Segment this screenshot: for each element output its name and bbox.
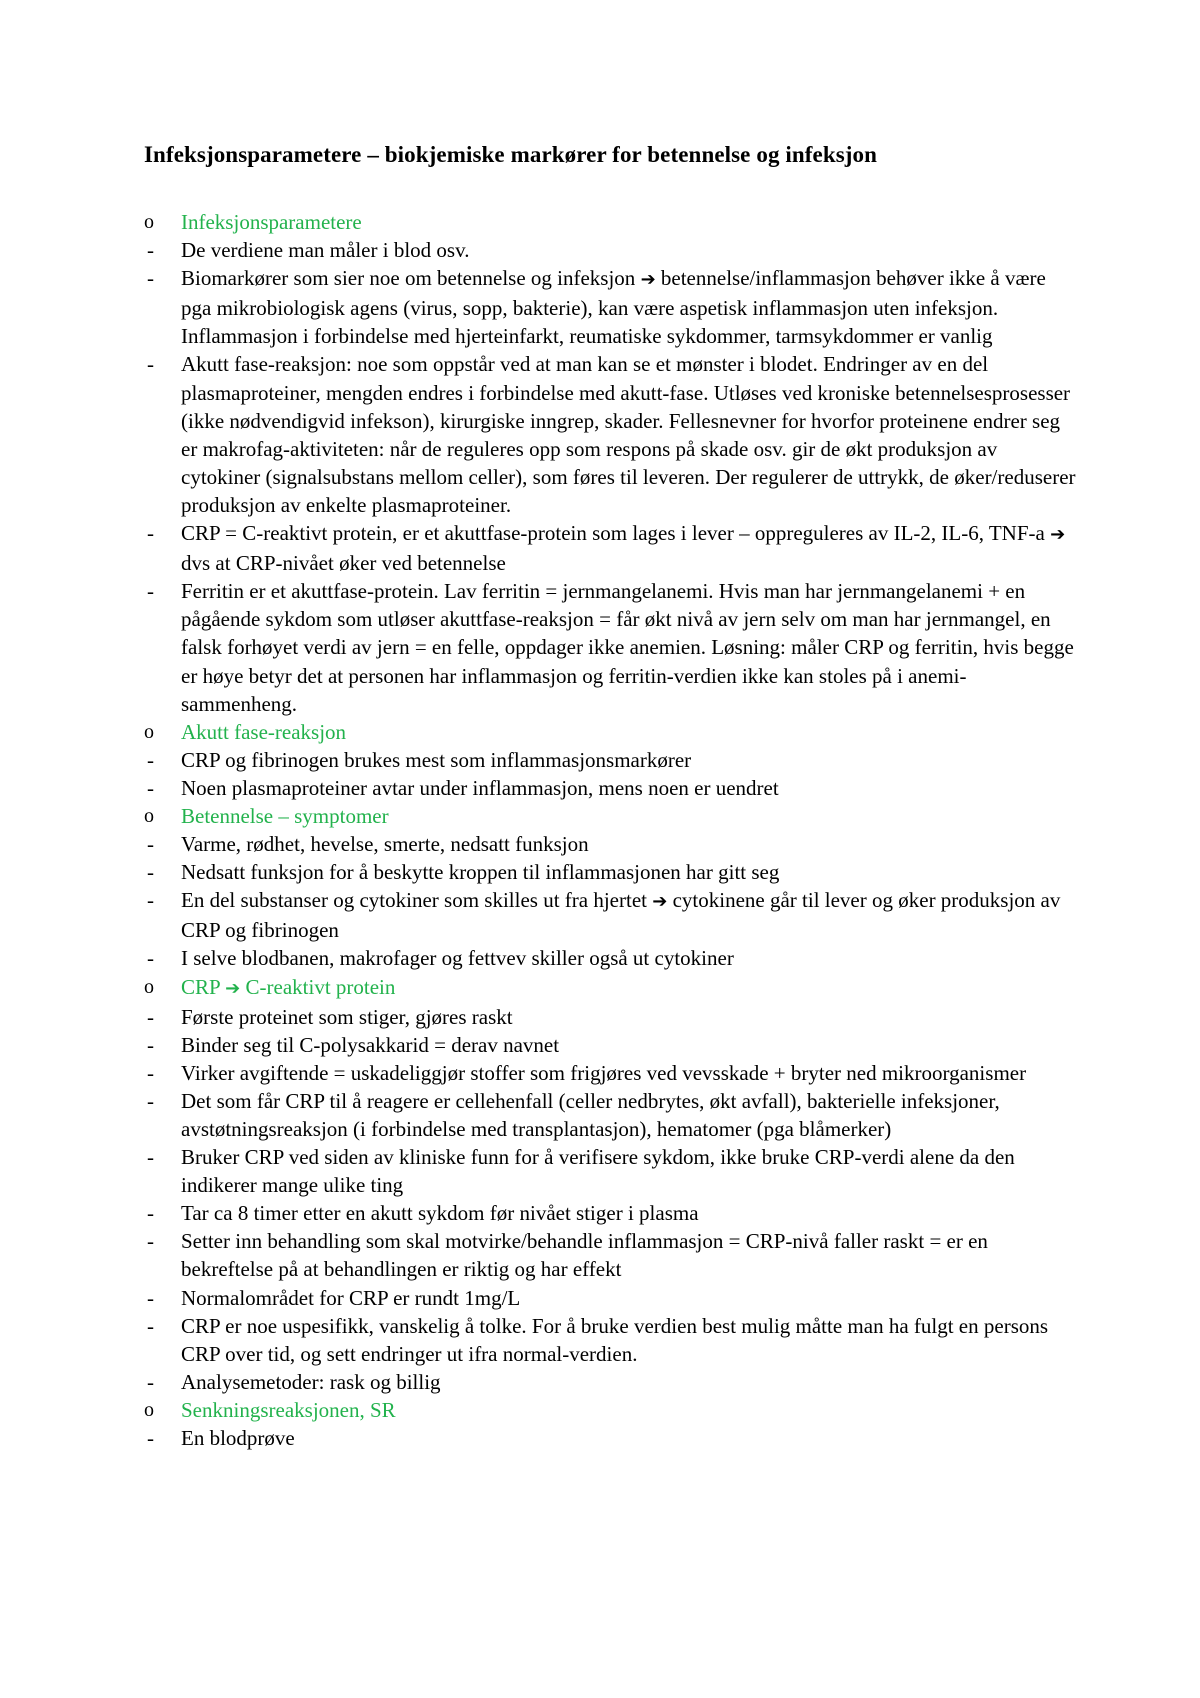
text-run: CRP <box>181 974 226 999</box>
dash-marker: - <box>147 266 154 291</box>
dash-marker: - <box>147 521 154 546</box>
heading-bullet-marker: o <box>144 1398 154 1421</box>
list-item-text <box>181 1426 295 1450</box>
text-run: Biomarkører som sier noe om betennelse og infeksjon <box>181 266 641 291</box>
list-item <box>144 886 1079 944</box>
section-heading <box>144 208 1079 236</box>
section-heading-text <box>181 1398 396 1422</box>
list-item <box>144 236 1079 264</box>
text-run: Varme, rødhet, hevelse, smerte, nedsatt funksjon <box>181 832 589 857</box>
list-item <box>144 858 1079 886</box>
list-item <box>144 1031 1079 1059</box>
list-item-text <box>181 238 469 262</box>
heading-bullet-marker: o <box>144 211 154 233</box>
list-item-text <box>181 1061 1026 1085</box>
dash-marker: - <box>147 747 154 772</box>
text-run: Binder seg til C-polysakkarid = derav navnet <box>181 1032 560 1057</box>
dash-marker: - <box>147 1032 154 1057</box>
list-item <box>144 1199 1079 1227</box>
text-run: C-reaktivt protein <box>240 974 396 999</box>
section-heading <box>144 802 1079 830</box>
dash-marker: - <box>147 775 154 800</box>
section-heading-text <box>181 720 346 744</box>
text-run: Ferritin er et akuttfase-protein. Lav ferritin = jernmangelanemi. Hvis man har jernmangelanemi + en pågående sykdom som utløser akuttfase-reaksjon = får økt nivå av jern selv om man har jernmangel, en falsk forhøyet verdi av jern = en felle, oppdager ikke anemien. Løsning: måler CRP og ferritin, hvis begge er høye betyr det at personen har inflammasjon og ferritin-verdien ikke kan stoles på i anemi-sammenheng. <box>181 579 1074 716</box>
dash-marker: - <box>147 1088 154 1113</box>
section-heading <box>144 973 1079 1003</box>
list-item <box>144 1424 1079 1452</box>
dash-marker: - <box>147 832 154 857</box>
arrow-icon: ➔ <box>640 269 656 291</box>
section-heading-text <box>181 804 389 828</box>
section-heading-text <box>181 210 362 234</box>
list-item-text <box>181 521 1065 575</box>
list-item-text <box>181 1229 988 1281</box>
text-run: Akutt fase-reaksjon: noe som oppstår ved at man kan se et mønster i blodet. Endringer av en del plasmaproteiner, mengden endres i forbindelse med akutt-fase. Utløses ved kroniske betennelsesprosesser (ikke nødvendigvid infekson), kirurgiske inngrep, skader. Fellesnevner for hvorfor proteinene endrer seg er makrofag-aktiviteten: når de reguleres opp som respons på skade osv. gir de økt produksjon av cytokiner (signalsubstans mellom celler), som føres til leveren. Der regulerer de uttrykk, de øker/reduserer produksjon av enkelte plasmaproteiner. <box>181 352 1076 517</box>
text-run: Betennelse – symptomer <box>181 803 389 828</box>
arrow-icon: ➔ <box>1050 524 1066 546</box>
text-run: Virker avgiftende = uskadeliggjør stoffer som frigjøres ved vevsskade + bryter ned mikroorganismer <box>181 1060 1027 1085</box>
list-item-text <box>181 1314 1048 1366</box>
list-item <box>144 577 1079 717</box>
list-item <box>144 1003 1079 1031</box>
text-run: CRP og fibrinogen brukes mest som inflammasjonsmarkører <box>181 747 692 772</box>
list-item-text <box>181 1033 559 1057</box>
list-item <box>144 350 1079 519</box>
text-run: betennelse/inflammasjon behøver ikke å være pga mikrobiologisk agens (virus, sopp, bakterie), kan være aspetisk inflammasjon uten infeksjon. Inflammasjon i forbindelse med hjerteinfarkt, reumatiske sykdommer, tarmsykdommer er vanlig <box>181 266 1046 349</box>
section-heading <box>144 1396 1079 1424</box>
dash-marker: - <box>147 238 154 263</box>
text-run: En blodprøve <box>181 1426 295 1451</box>
dash-marker: - <box>147 1369 154 1394</box>
list-item-text <box>181 1201 699 1225</box>
text-run: En del substanser og cytokiner som skilles ut fra hjertet <box>181 888 653 913</box>
dash-marker: - <box>147 1060 154 1085</box>
list-item-text <box>181 1005 513 1029</box>
text-run: Noen plasmaproteiner avtar under inflammasjon, mens noen er uendret <box>181 775 779 800</box>
list-item-text <box>181 266 1046 348</box>
text-run: cytokinene går til lever og øker produksjon av CRP og fibrinogen <box>181 888 1061 943</box>
dash-marker: - <box>147 1426 154 1451</box>
list-item-text <box>181 1286 520 1310</box>
text-run: dvs at CRP-nivået øker ved betennelse <box>181 551 506 576</box>
list-item-text <box>181 776 779 800</box>
list-item-text <box>181 352 1076 516</box>
list-item-text <box>181 1145 1015 1197</box>
list-item <box>144 1312 1079 1368</box>
list-item-text <box>181 748 691 772</box>
list-item-text <box>181 860 779 884</box>
document-body <box>144 208 1079 1452</box>
list-item <box>144 264 1079 350</box>
list-item <box>144 746 1079 774</box>
dash-marker: - <box>147 888 154 913</box>
list-item <box>144 1284 1079 1312</box>
text-run: I selve blodbanen, makrofager og fettvev skiller også ut cytokiner <box>181 946 734 971</box>
arrow-icon: ➔ <box>225 977 241 999</box>
text-run: Infeksjonsparametere <box>181 210 362 234</box>
list-item <box>144 774 1079 802</box>
list-item <box>144 830 1079 858</box>
list-item <box>144 944 1079 972</box>
list-item-text <box>181 1370 441 1394</box>
dash-marker: - <box>147 1201 154 1226</box>
heading-bullet-marker: o <box>144 975 154 998</box>
list-item <box>144 1059 1079 1087</box>
list-item <box>144 519 1079 577</box>
dash-marker: - <box>147 352 154 377</box>
dash-marker: - <box>147 1313 154 1338</box>
text-run: CRP er noe uspesifikk, vanskelig å tolke. For å bruke verdien best mulig måtte man ha fulgt en persons CRP over tid, og sett endringer ut ifra normal-verdien. <box>181 1313 1049 1366</box>
list-item <box>144 1368 1079 1396</box>
text-run: Tar ca 8 timer etter en akutt sykdom før nivået stiger i plasma <box>181 1201 699 1226</box>
list-item-text <box>181 946 734 970</box>
document-title: Infeksjonsparametere – biokjemiske markører for betennelse og infeksjon <box>144 142 878 167</box>
dash-marker: - <box>147 579 154 604</box>
list-item <box>144 1227 1079 1283</box>
text-run: De verdiene man måler i blod osv. <box>181 238 470 263</box>
text-run: Første proteinet som stiger, gjøres raskt <box>181 1004 513 1029</box>
text-run: CRP = C-reaktivt protein, er et akuttfase-protein som lages i lever – oppreguleres av IL-2, IL-6, TNF-a <box>181 521 1051 546</box>
text-run: Normalområdet for CRP er rundt 1mg/L <box>181 1285 521 1310</box>
dash-marker: - <box>147 1229 154 1254</box>
heading-bullet-marker: o <box>144 720 154 743</box>
text-run: Senkningsreaksjonen, SR <box>181 1397 396 1422</box>
section-heading-text <box>181 975 395 999</box>
dash-marker: - <box>147 946 154 971</box>
dash-marker: - <box>147 1285 154 1310</box>
list-item-text <box>181 1089 1000 1141</box>
dash-marker: - <box>147 1145 154 1170</box>
dash-marker: - <box>147 860 154 885</box>
arrow-icon: ➔ <box>652 891 668 913</box>
list-item-text <box>181 579 1074 715</box>
text-run: Bruker CRP ved siden av kliniske funn for å verifisere sykdom, ikke bruke CRP-verdi alene da den indikerer mange ulike ting <box>181 1145 1015 1198</box>
text-run: Setter inn behandling som skal motvirke/behandle inflammasjon = CRP-nivå faller raskt = er en bekreftelse på at behandlingen er riktig og har effekt <box>181 1229 988 1282</box>
text-run: Det som får CRP til å reagere er cellehenfall (celler nedbrytes, økt avfall), bakterielle infeksjoner, avstøtningsreaksjon (i forbindelse med transplantasjon), hematomer (pga blåmerker) <box>181 1088 1000 1141</box>
dash-marker: - <box>147 1004 154 1029</box>
list-item <box>144 1143 1079 1199</box>
heading-bullet-marker: o <box>144 804 154 827</box>
list-item-text <box>181 832 589 856</box>
text-run: Analysemetoder: rask og billig <box>181 1369 441 1394</box>
text-run: Nedsatt funksjon for å beskytte kroppen til inflammasjonen har gitt seg <box>181 860 780 885</box>
list-item <box>144 1087 1079 1143</box>
text-run: Akutt fase-reaksjon <box>181 719 347 744</box>
list-item-text <box>181 888 1060 942</box>
section-heading <box>144 718 1079 746</box>
